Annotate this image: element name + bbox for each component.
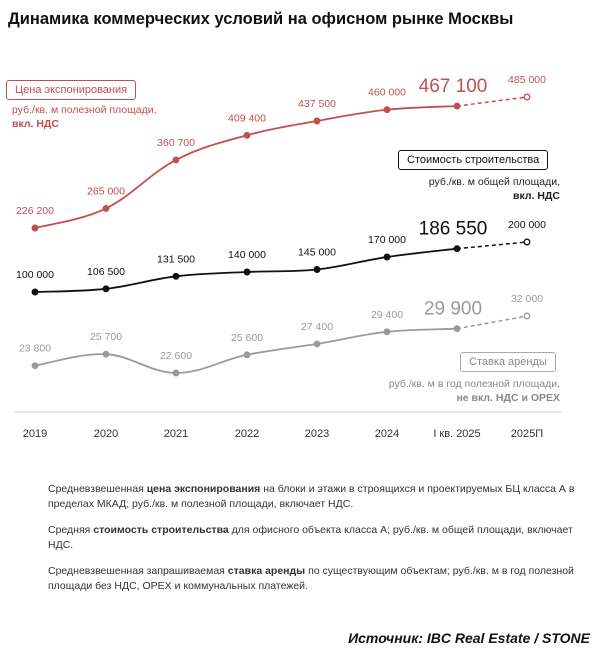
footnote-construction-post: для офисного объекта класса А; руб./кв. м общей площади, включает НДС.: [48, 524, 573, 551]
data-point-price: [524, 94, 530, 100]
data-label-price: 226 200: [16, 205, 54, 217]
data-label-price: 265 000: [87, 185, 125, 198]
series-unit-construction-bold: вкл. НДС: [513, 190, 560, 202]
data-point-price: [384, 107, 390, 113]
footnote-price: [48, 482, 588, 512]
footnote-rent-bold: ставка аренды: [227, 565, 306, 577]
data-point-price: [244, 133, 250, 139]
footnote-price-post: на блоки и этажи в строящихся и проектируемых БЦ класса А в пределах МКАД; руб./кв. м полезной площади, включает НДС.: [48, 483, 575, 510]
data-point-construction: [244, 269, 250, 275]
footnote-construction-bold: стоимость строительства: [93, 524, 229, 536]
footnote-rent-pre: Средневзвешенная запрашиваемая: [48, 565, 228, 577]
series-unit-construction-text: руб./кв. м общей площади,: [428, 176, 560, 188]
data-point-construction: [454, 246, 460, 252]
data-label-price: 360 700: [157, 136, 195, 149]
data-point-construction: [524, 239, 530, 245]
series-unit-rent-text: руб./кв. м в год полезной площади,: [388, 378, 560, 390]
data-point-price: [173, 157, 179, 163]
series-label-rent: Ставка аренды: [460, 352, 556, 372]
source-credit: Источник: IBC Real Estate / STONE: [348, 630, 590, 646]
data-label-price: 409 400: [228, 112, 266, 125]
footnote-rent-post: по существующим объектам; руб./кв. м в год полезной площади без НДС, OPEX и коммунальных платежей.: [48, 565, 574, 592]
series-unit-price-text: руб./кв. м полезной площади,: [12, 104, 157, 116]
data-label-rent: 25 600: [230, 331, 264, 344]
x-tick-label: I кв. 2025: [433, 428, 481, 440]
series-unit-rent-bold: не вкл. НДС и OPEX: [456, 392, 560, 404]
data-label-price: 437 500: [298, 98, 336, 110]
footnote-price-pre: Средневзвешенная: [48, 483, 147, 495]
data-label-price: 467 100: [418, 76, 488, 98]
data-label-rent: 27 400: [300, 320, 334, 333]
series-unit-price: [12, 103, 162, 131]
data-label-construction: 170 000: [368, 234, 406, 246]
footnote-construction: [48, 523, 588, 553]
data-label-rent: 32 000: [510, 293, 544, 305]
data-point-construction: [103, 286, 109, 292]
footnote-rent: [48, 564, 588, 594]
data-point-rent: [103, 351, 109, 357]
series-forecast-line-construction: [457, 242, 527, 249]
data-point-rent: [244, 352, 250, 358]
data-point-construction: [384, 254, 390, 260]
data-point-rent: [314, 341, 320, 347]
series-label-price: Цена экспонирования: [6, 80, 136, 100]
x-tick-label: 2020: [93, 428, 119, 440]
data-point-rent: [524, 313, 530, 319]
data-point-rent: [454, 326, 460, 332]
data-label-rent: 29 900: [423, 298, 483, 320]
series-unit-construction: [420, 175, 560, 203]
data-label-rent: 25 700: [89, 331, 123, 344]
data-point-construction: [314, 267, 320, 273]
x-tick-label: 2025П: [510, 428, 544, 440]
data-point-price: [454, 103, 460, 109]
data-label-rent: 29 400: [370, 308, 404, 321]
chart-title: Динамика коммерческих условий на офисном рынке Москвы: [8, 10, 514, 28]
series-label-construction: Стоимость строительства: [398, 150, 548, 170]
series-unit-price-bold: вкл. НДС: [12, 118, 59, 130]
x-tick-label: 2023: [304, 428, 330, 440]
data-point-rent: [173, 370, 179, 376]
x-tick-label: 2022: [234, 428, 260, 440]
data-point-rent: [384, 329, 390, 335]
data-label-price: 460 000: [368, 86, 406, 99]
data-point-construction: [32, 289, 38, 295]
x-tick-label: 2024: [374, 428, 400, 440]
footnotes: [48, 482, 588, 605]
data-label-rent: 23 800: [18, 342, 52, 355]
series-forecast-line-price: [457, 97, 527, 106]
x-tick-label: 2021: [163, 428, 189, 440]
data-label-construction: 200 000: [508, 219, 546, 231]
data-point-construction: [173, 274, 179, 280]
data-point-price: [103, 206, 109, 212]
data-label-rent: 22 600: [159, 350, 193, 362]
data-label-construction: 186 550: [418, 218, 488, 240]
data-label-construction: 145 000: [298, 246, 336, 259]
footnote-price-bold: цена экспонирования: [146, 483, 261, 495]
series-unit-rent: [380, 377, 560, 405]
data-label-construction: 140 000: [228, 249, 266, 261]
x-tick-label: 2019: [22, 428, 48, 440]
data-label-construction: 131 500: [157, 253, 195, 266]
data-point-rent: [32, 363, 38, 369]
data-label-price: 485 000: [508, 74, 546, 86]
data-point-price: [32, 225, 38, 231]
data-label-construction: 100 000: [16, 269, 54, 281]
footnote-construction-pre: Средняя: [48, 524, 94, 536]
data-label-construction: 106 500: [87, 265, 125, 278]
data-point-price: [314, 118, 320, 124]
